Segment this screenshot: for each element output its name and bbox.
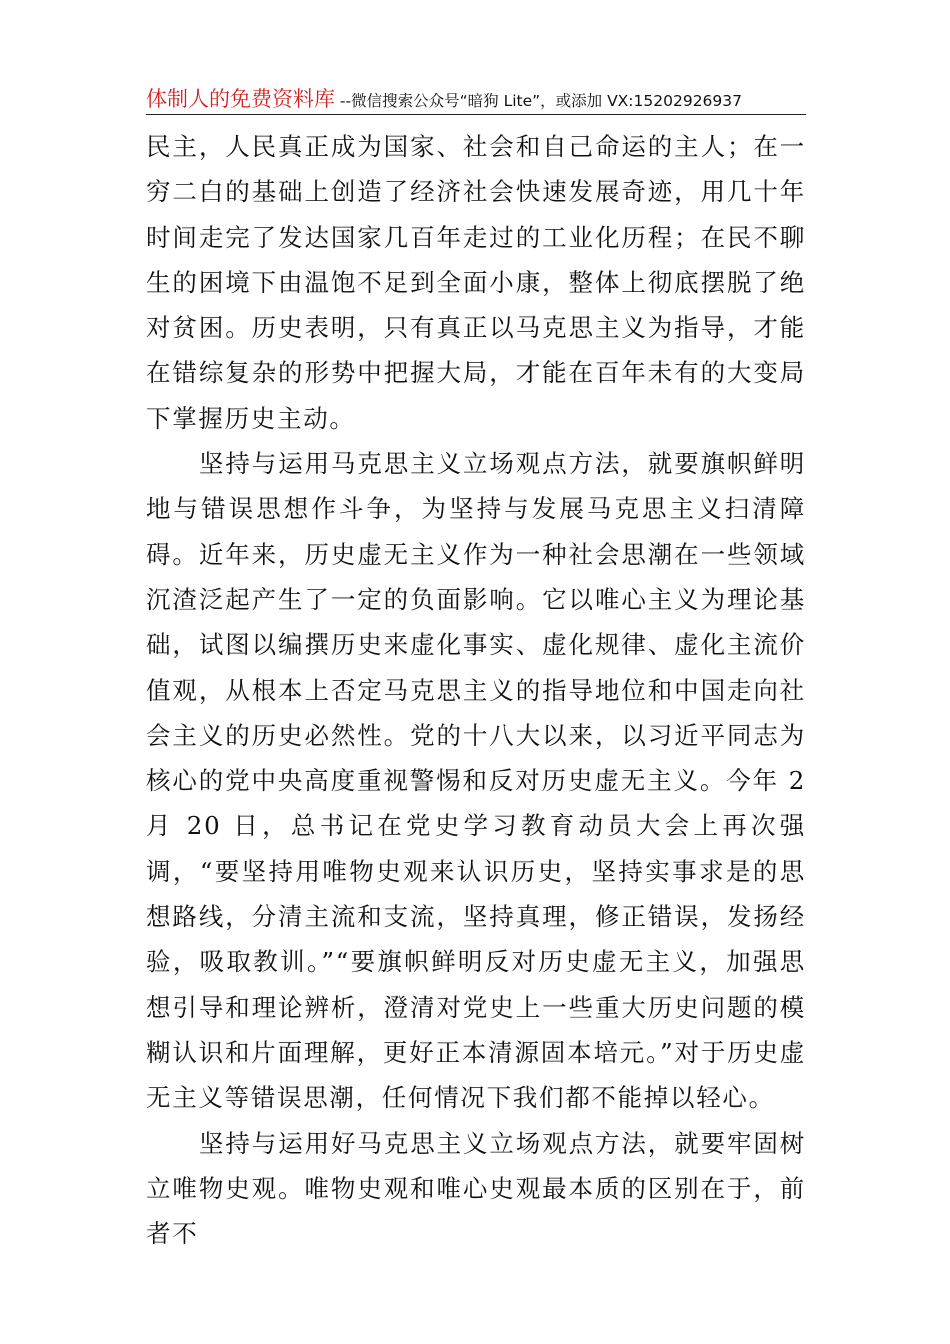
paragraph-historical-nihilism: 坚持与运用马克思主义立场观点方法，就要旗帜鲜明地与错误思想作斗争，为坚持与发展马克思主义扫清障碍。近年来，历史虚无主义作为一种社会思潮在一些领域沉渣泛起产生了一定的负面影响。它以唯心主义为理论基础，试图以编撰历史来虚化事实、虚化规律、虚化主流价值观，从根本上否定马克思主义的指导地位和中国走向社会主义的历史必然性。党的十八大以来，以习近平同志为核心的党中央高度重视警惕和反对历史虚无主义。今年 2 月 20 日，总书记在党史学习教育动员大会上再次强调，“要坚持用唯物史观来认识历史，坚持实事求是的思想路线，分清主流和支流，坚持真理，修正错误，发扬经验，吸取教训。”“要旗帜鲜明反对历史虚无主义，加强思想引导和理论辨析，澄清对党史上一些重大历史问题的模糊认识和片面理解，更好正本清源固本培元。”对于历史虚无主义等错误思潮，任何情况下我们都不能掉以轻心。 [146, 449, 806, 1113]
header-divider [146, 114, 806, 115]
document-body [146, 124, 806, 1256]
header-brand: 体制人的免费资料库 [146, 87, 335, 111]
header-contact-note: --微信搜索公众号“暗狗 Lite”，或添加 VX:15202926937 [335, 92, 743, 110]
document-header [146, 84, 806, 114]
paragraph-continuation: 民主，人民真正成为国家、社会和自己命运的主人；在一穷二白的基础上创造了经济社会快速发展奇迹，用几十年时间走完了发达国家几百年走过的工业化历程；在民不聊生的困境下由温饱不足到全面小康，整体上彻底摆脱了绝对贫困。历史表明，只有真正以马克思主义为指导，才能在错综复杂的形势中把握大局，才能在百年未有的大变局下掌握历史主动。 [146, 132, 806, 433]
paragraph-materialist-history: 坚持与运用好马克思主义立场观点方法，就要牢固树立唯物史观。唯物史观和唯心史观最本质的区别在于，前者不 [146, 1128, 806, 1249]
